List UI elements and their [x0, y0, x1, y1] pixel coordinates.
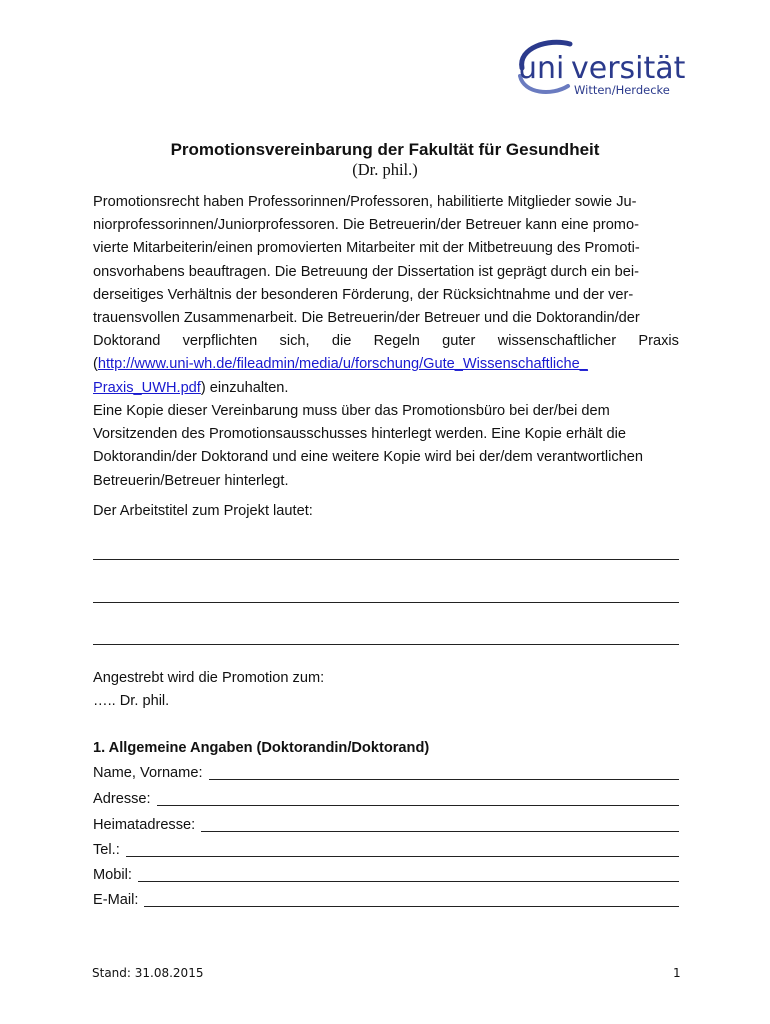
after-link-text: ) einzuhalten.	[200, 379, 289, 396]
gwp-link-part1[interactable]: http://www.uni-wh.de/fileadmin/media/u/forschung/Gute_Wissenschaftliche_	[97, 356, 588, 373]
word: guter	[442, 333, 476, 350]
address-field	[93, 789, 679, 809]
mobile-field	[93, 865, 679, 885]
phone-field	[93, 840, 679, 860]
work-title-line-1[interactable]	[93, 559, 679, 560]
intro-line: trauensvollen Zusammenarbeit. Die Betreuerin/der Betreuer und die Doktorandin/der	[93, 310, 640, 327]
work-title-label: Der Arbeitstitel zum Projekt lautet:	[93, 503, 313, 519]
phone-label: Tel.:	[93, 842, 120, 858]
word: sich,	[279, 333, 310, 350]
intro-line: onsvorhabens beauftragen. Die Betreuung der Dissertation ist geprägt durch ein bei-	[93, 263, 639, 280]
document-subtitle: (Dr. phil.)	[352, 160, 418, 179]
intro-link-line-2	[93, 377, 679, 400]
degree-value: ….. Dr. phil.	[93, 693, 170, 709]
copy-line: Eine Kopie dieser Vereinbarung muss über das Promotionsbüro bei der/bei dem	[93, 403, 610, 419]
mobile-input-line[interactable]	[138, 880, 679, 882]
page-number: 1	[673, 966, 681, 980]
document-title: Promotionsvereinbarung der Fakultät für Gesundheit	[170, 140, 600, 159]
intro-line: vierte Mitarbeiterin/einen promovierten Mitarbeiter mit der Mitbetreuung des Promoti-	[93, 240, 640, 257]
name-input-line[interactable]	[209, 778, 679, 780]
home-address-field	[93, 815, 679, 835]
email-label: E-Mail:	[93, 892, 139, 908]
address-label: Adresse:	[93, 791, 151, 807]
intro-line: Promotionsrecht haben Professorinnen/Professoren, habilitierte Mitglieder sowie Ju-	[93, 194, 637, 210]
copy-line: Doktorandin/der Doktorand und eine weitere Kopie wird bei der/dem verantwortlichen	[93, 449, 644, 466]
word: wissenschaftlicher	[497, 333, 617, 350]
word: Praxis	[638, 333, 679, 350]
phone-input-line[interactable]	[126, 855, 679, 857]
intro-link-line	[93, 353, 679, 376]
home-address-label: Heimatadresse:	[93, 817, 196, 833]
logo-word-right: versität	[571, 51, 686, 86]
word: Regeln	[373, 333, 420, 350]
copy-paragraph	[93, 400, 679, 493]
word: Doktorand	[93, 333, 161, 350]
work-title-line-3[interactable]	[93, 644, 679, 645]
degree-label: Angestrebt wird die Promotion zum:	[93, 670, 325, 686]
copy-line: Betreuerin/Betreuer hinterlegt.	[93, 472, 289, 489]
mobile-label: Mobil:	[93, 867, 132, 883]
section-1-heading: 1. Allgemeine Angaben (Doktorandin/Doktorand)	[93, 740, 430, 756]
paren-open: (	[93, 356, 98, 373]
logo-subtitle: Witten/Herdecke	[574, 83, 670, 97]
email-input-line[interactable]	[144, 905, 679, 907]
word: die	[331, 333, 352, 350]
university-logo	[508, 36, 698, 108]
footer-stand: Stand: 31.08.2015	[92, 966, 204, 980]
work-title-line-2[interactable]	[93, 602, 679, 603]
home-address-input-line[interactable]	[201, 830, 679, 832]
intro-line: derseitiges Verhältnis der besonderen Förderung, der Rücksichtnahme und der ver-	[93, 286, 634, 303]
intro-paragraph	[93, 191, 679, 400]
intro-line: niorprofessorinnen/Juniorprofessoren. Die Betreuerin/der Betreuer kann eine promo-	[93, 217, 639, 234]
name-field	[93, 763, 679, 783]
address-input-line[interactable]	[157, 804, 679, 806]
copy-line: Vorsitzenden des Promotionsausschusses hinterlegt werden. Eine Kopie erhält die	[93, 426, 626, 443]
logo-word-left: uni	[518, 51, 565, 86]
intro-line-justified	[93, 330, 679, 353]
gwp-link-part2[interactable]: Praxis_UWH.pdf	[93, 379, 201, 396]
name-label: Name, Vorname:	[93, 765, 203, 781]
email-field	[93, 890, 679, 910]
word: verpflichten	[182, 333, 258, 350]
